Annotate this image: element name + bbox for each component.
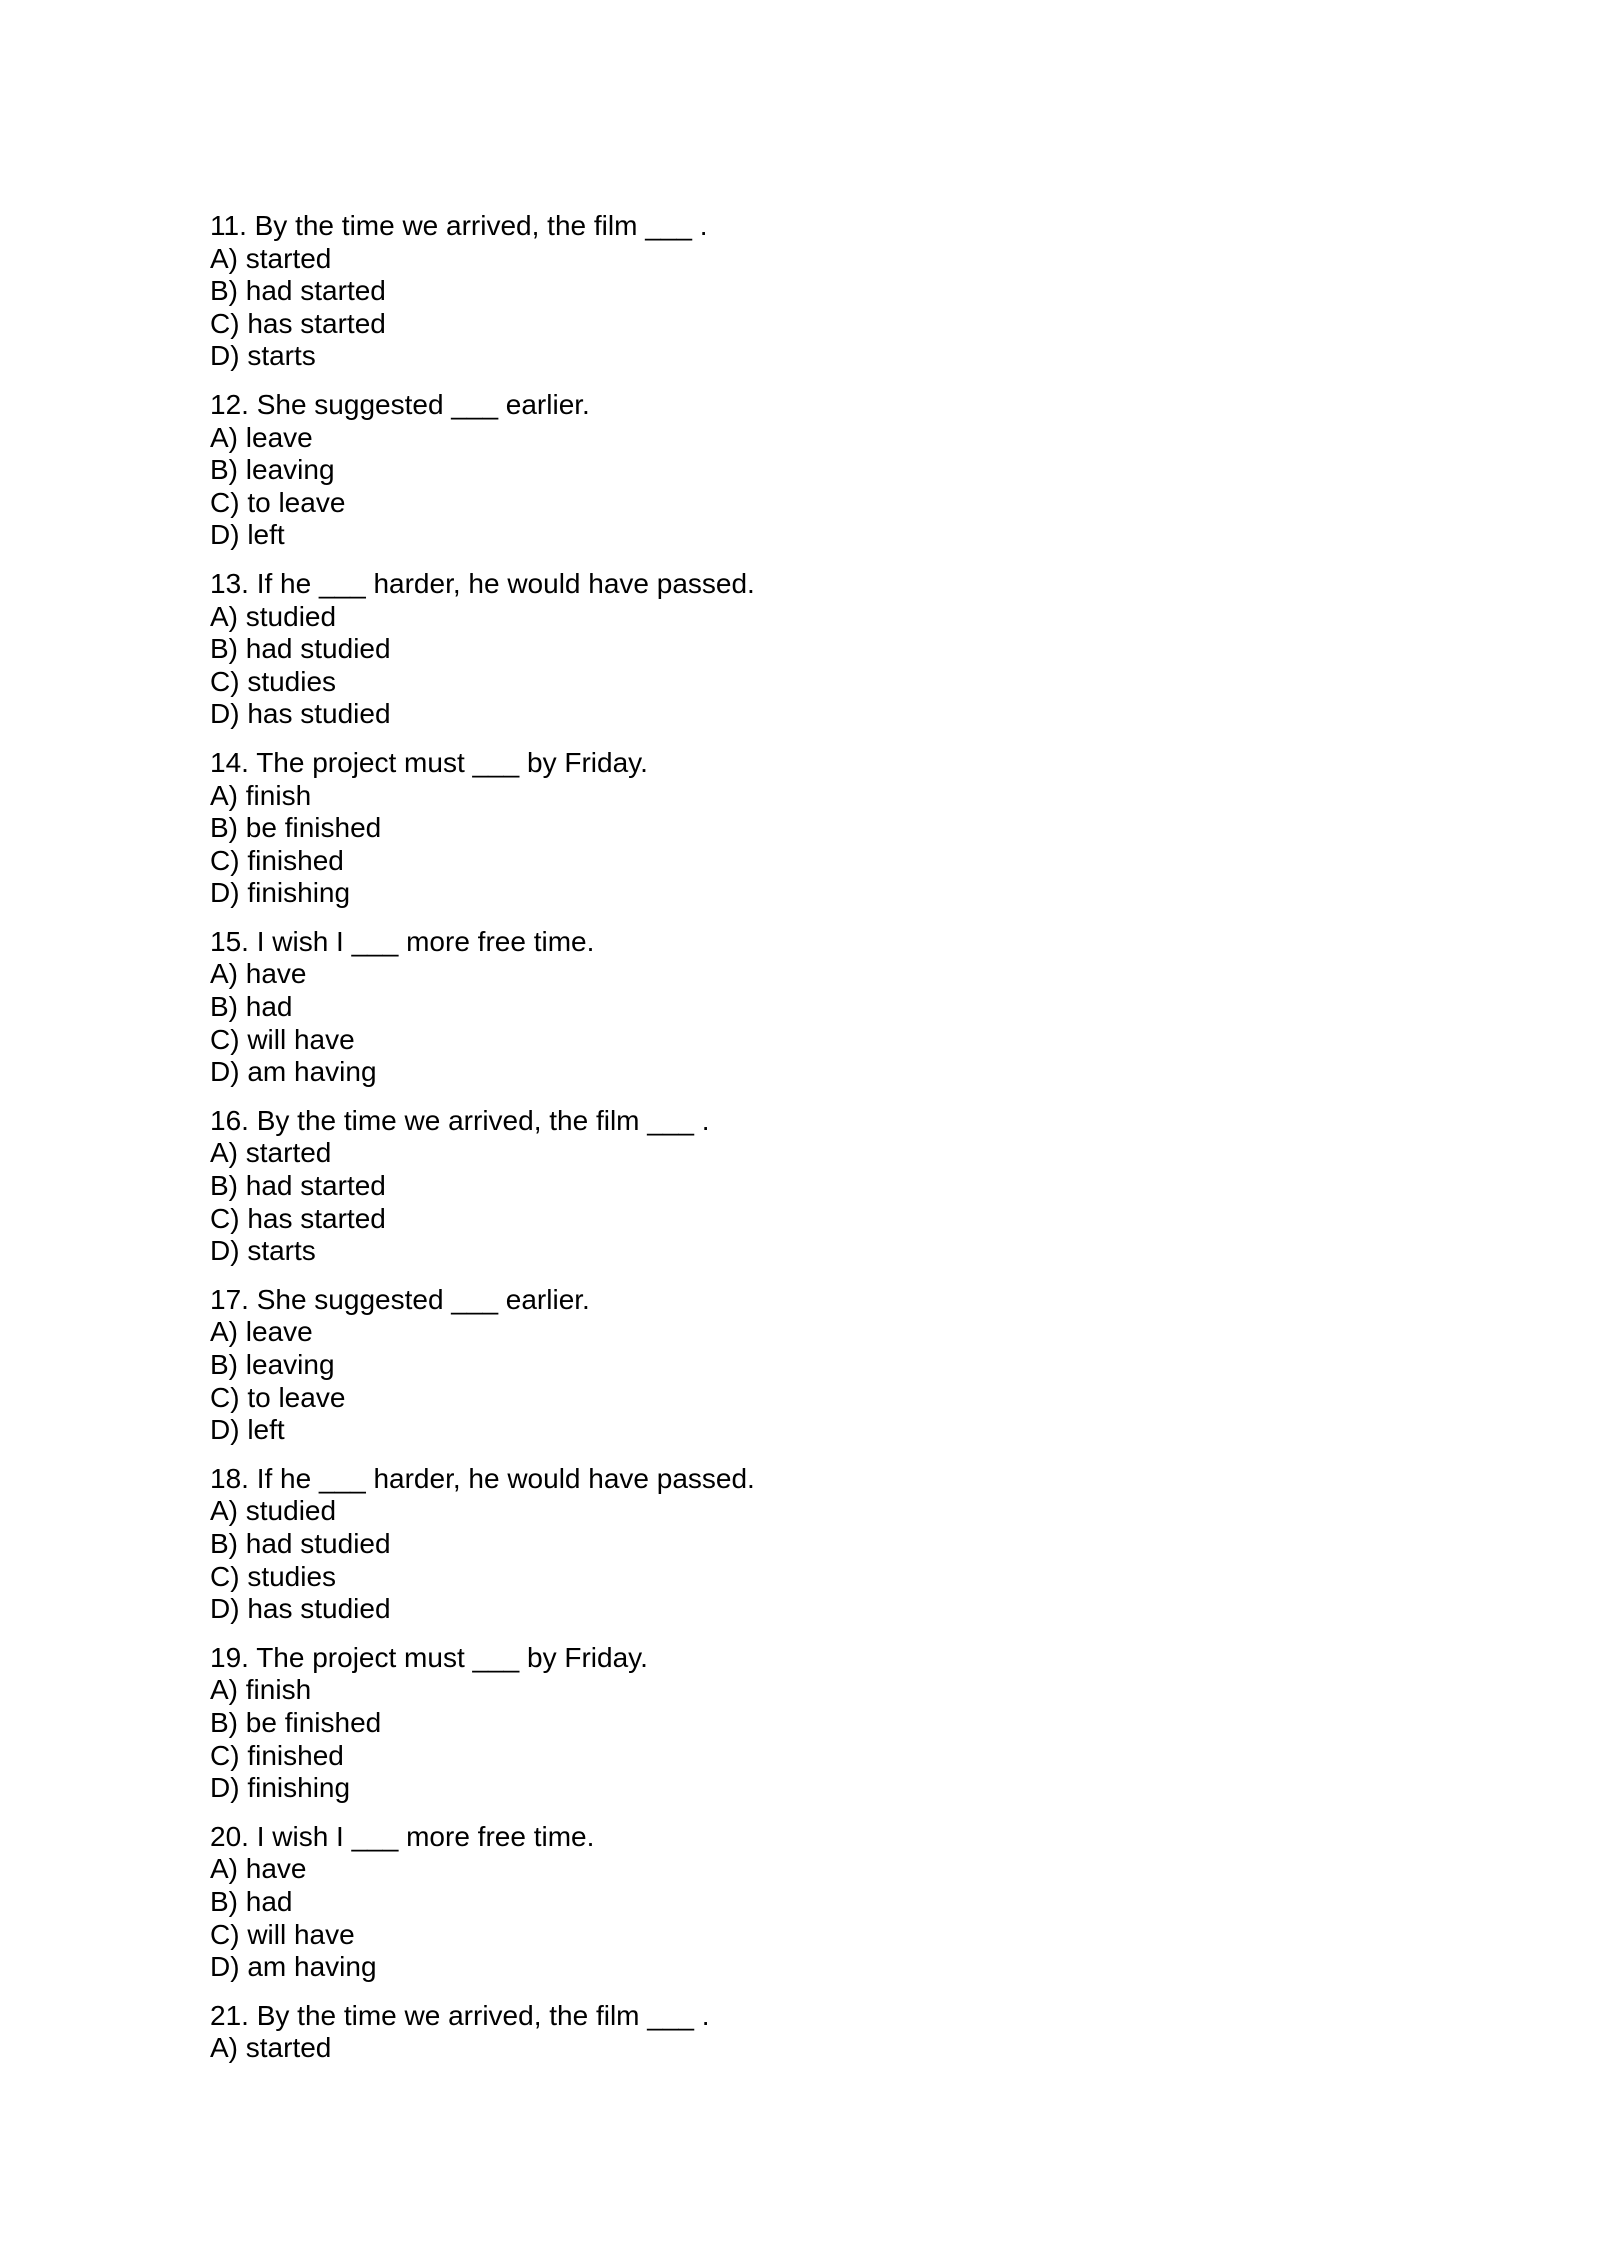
option-d: D) finishing [210, 877, 351, 909]
question-20 [210, 1821, 1390, 1984]
question-12 [210, 389, 1390, 552]
option-c: C) finished [210, 844, 344, 876]
option-b: B) had started [210, 1170, 386, 1202]
question-text: 17. She suggested ___ earlier. [210, 1283, 590, 1315]
option-a: A) leave [210, 1316, 313, 1348]
question-text: 14. The project must ___ by Friday. [210, 746, 648, 778]
question-18 [210, 1463, 1390, 1626]
option-d: D) starts [210, 340, 316, 372]
option-b: B) had studied [210, 633, 391, 665]
option-d: D) has studied [210, 1593, 391, 1625]
question-text: 15. I wish I ___ more free time. [210, 925, 595, 957]
question-16 [210, 1105, 1390, 1268]
option-a: A) have [210, 1853, 307, 1885]
question-text: 16. By the time we arrived, the film ___ . [210, 1104, 710, 1136]
option-b: B) had [210, 1885, 293, 1917]
option-a: A) started [210, 2032, 332, 2064]
option-c: C) to leave [210, 1381, 346, 1413]
option-a: A) finish [210, 1674, 312, 1706]
option-a: A) started [210, 1137, 332, 1169]
option-c: C) studies [210, 1560, 337, 1592]
option-b: B) had studied [210, 1527, 391, 1559]
option-d: D) am having [210, 1056, 377, 1088]
option-a: A) started [210, 242, 332, 274]
option-b: B) be finished [210, 812, 382, 844]
option-a: A) finish [210, 779, 312, 811]
option-b: B) leaving [210, 454, 335, 486]
option-d: D) starts [210, 1235, 316, 1267]
option-c: C) to leave [210, 486, 346, 518]
option-c: C) will have [210, 1918, 355, 1950]
option-c: C) will have [210, 1023, 355, 1055]
question-text: 13. If he ___ harder, he would have passed. [210, 567, 755, 599]
option-c: C) has started [210, 307, 386, 339]
question-13 [210, 568, 1390, 731]
question-21 [210, 2000, 1390, 2065]
question-text: 12. She suggested ___ earlier. [210, 388, 590, 420]
option-b: B) leaving [210, 1349, 335, 1380]
option-c: C) has started [210, 1202, 386, 1234]
question-17 [210, 1284, 1390, 1447]
option-d: D) left [210, 519, 285, 551]
option-d: D) left [210, 1414, 285, 1446]
option-c: C) studies [210, 665, 337, 697]
option-a: A) leave [210, 421, 313, 453]
question-text: 18. If he ___ harder, he would have passed. [210, 1462, 755, 1494]
option-b: B) had [210, 991, 293, 1023]
question-text: 21. By the time we arrived, the film ___ . [210, 1999, 710, 2031]
option-c: C) finished [210, 1739, 344, 1771]
question-text: 20. I wish I ___ more free time. [210, 1820, 595, 1852]
question-19 [210, 1642, 1390, 1805]
question-text: 11. By the time we arrived, the film ___ . [210, 210, 708, 241]
document-page [210, 210, 1390, 2081]
option-b: B) had started [210, 275, 386, 307]
option-d: D) finishing [210, 1772, 351, 1804]
option-a: A) studied [210, 600, 337, 632]
option-b: B) be finished [210, 1706, 382, 1738]
question-14 [210, 747, 1390, 910]
question-11 [210, 210, 1390, 373]
option-a: A) have [210, 958, 307, 990]
question-15 [210, 926, 1390, 1089]
question-text: 19. The project must ___ by Friday. [210, 1641, 648, 1673]
option-d: D) am having [210, 1951, 377, 1983]
option-d: D) has studied [210, 698, 391, 730]
option-a: A) studied [210, 1495, 337, 1527]
